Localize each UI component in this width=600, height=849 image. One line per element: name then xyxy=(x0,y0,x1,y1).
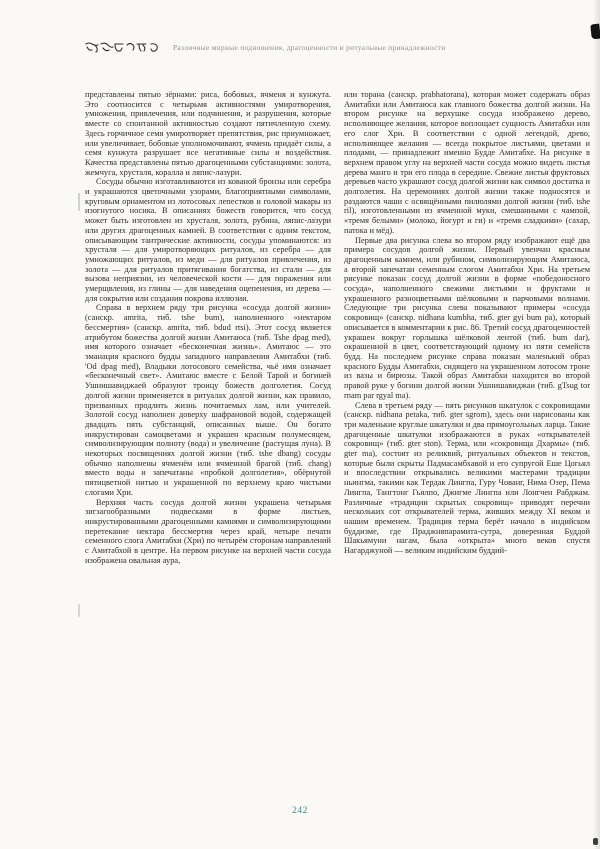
paragraph: Слева в третьем ряду — пять рисунков шкатулок с сокровищами (санскр. nidhana petaka, тиб. gter sgrom), здесь они нарисованы как три маленькие круглые шкатулки и два прямоугольных ларца. Такие драгоценные шкатулки изображаются в руках «открывателей сокровищ» (тиб. gter ston). Терма, или «сокровища Дхармы» (тиб. gter ma), состоят из реликвий, ритуальных объектов и текстов, которые были скрыты Падмасамбхавой и его супругой Еше Цогьял и впоследствии открывались великими мастерами традиции ньингма, такими как Тердак Лингпа, Гуру Чованг, Нима Озер, Пема Лингпа, Тангтонг Гьялпо, Джигме Лингпа или Лонгчен Рабджам. Различные «традиции скрытых сокровищ» приводят перечни нескольких сот открывателей терма, живших между XI веком и нашим временем. Традиция терма берёт начало в индийском буддизме, где Праджняпарамита-сутра, доверенная Буддой Шакьямуни нагам, была «открыта» много веков спустя Нагарджуной — великим индийским буддий- xyxy=(344,400,590,556)
right-column xyxy=(344,90,590,565)
scan-edge-shadow xyxy=(593,0,600,849)
scan-artifact-left-upper xyxy=(78,193,80,211)
paragraph: Сосуды обычно изготавливаются из кованой бронзы или серебра и украшаются цветочными узорами, благоприятными символами, круговым орнаментом из лотосовых лепестков и головой макары из изогнутого носика. В описаниях божеств говорится, что сосуд может быть изготовлен из хрусталя, золота, рубина, ляпис-лазури или других драгоценных камней. В соответствии с одним текстом, описывающим тантрические активности, сосуды упоминаются: из хрусталя — для умиротворяющих ритуалов, из серебра — для умножающих ритуалов, из меди — для ритуалов привлечения, из золота — для ритуалов притягивания богатства, из стали — для вызова неприязни, из человеческой кости — для поражения или умерщвления, из глины — для наведения оцепенения, из дерева — для сокрытия или создания покрова иллюзии. xyxy=(85,177,331,303)
paragraph: Верхняя часть сосуда долгой жизни украшена четырьмя зигзагообразными подвесками в форме листьев, инкрустированными драгоценными камнями и символизирующими перетекание нектара бессмертия через край, четыре печати семенного слога Амитабхи (Хри) по четырём сторонам направлений с Амитабхой в центре. На первом рисунке на верхней части сосуда изображена овальная аура, xyxy=(85,497,331,565)
text-columns xyxy=(85,90,590,565)
paragraph-continuation: или торана (санскр. prabhatorana), которая может содержать образ Амитабхи или Амитаюса как главного божества долгой жизни. На втором рисунке на верхушке сосуда изображено дерево, исполняющее желания, которое воплощает сущность Амитабхи или его слог Хри. В соответствии с одной легендой, древо, исполняющее желания — всегда покрытое листьями, цветами и плодами, — принадлежит именно Будде Амитабхе. На рисунке в верхнем правом углу на верхней части сосуда можно видеть листья дерева манго и три его плода в середине. Свежие листья фруктовых деревьев часто украшают сосуд долгой жизни как символ достатка и долголетия. На церемониях долгой жизни также подносятся и раздаются чаши с освящёнными пилюлями долгой жизни (тиб. tshe ril), изготовленными из ячменной муки, смешанными с чампой, «тремя белыми» (молоко, йогурт и ги) и «тремя сладкими» (сахар, патока и мёд). xyxy=(344,90,590,235)
page-header xyxy=(85,40,590,54)
scan-artifact-bottom-right xyxy=(593,838,598,845)
scan-artifact-top-right xyxy=(590,24,600,40)
paragraph-continuation: представлены пятью зёрнами: риса, бобовых, ячменя и кунжута. Это соотносится с четырьмя активностями умиротворения, умножения, привлечения, или подчинения, и разрушения, которые вместе со спонтанной активностью создают пятичленную схему. Здесь горчичное семя умиротворяет препятствия, рис приумножает, или увеличивает, бобовые уполномочивают, ячмень придаёт силы, а семя кунжута разрушает все негативные силы и воздействия. Качества представлены пятью драгоценными субстанциями: золота, жемчуга, хрусталя, коралла и ляпис-лазури. xyxy=(85,90,331,177)
running-title: Различные мирные подношения, драгоценности и ритуальные принадлежности xyxy=(173,42,446,52)
paragraph: Первые два рисунка слева во втором ряду изображают ещё два примера сосудов долгой жизни. Первый увенчан красным драгоценным камнем, или рубином, символизирующим Амитаюса, а второй запечатан семенным слогом Амитабхи Хри. На третьем рисунке показан сосуд долгой жизни в форме «победоносного сосуда», наполненного свежими листьями и фруктами и украшенного разноцветными шёлковыми и парчовыми волнами. Следующие три рисунка слева показывают примеры «сосуда сокровищ» (санскр. nidhana kumbha, тиб. gter gyi bum pa), который описывается в комментарии к рис. 86. Третий сосуд драгоценностей украшен вокруг горлышка шёлковой лентой (тиб. bum dar), окрашенной в цвет, соответствующий одному из пяти семейств будд. На последнем рисунке справа показан маленький образ красного Будды Амитабхи, сидящего на украшенном лотосом троне из вазы и бирюзы. Такой образ Амитабхи находится во второй правой руке у богини долгой жизни Ушнишавиджаи (тиб. gTsug tor rnam par rgyal ma). xyxy=(344,235,590,400)
page-number: 242 xyxy=(292,806,308,816)
paragraph: Справа в верхнем ряду три рисунка «сосуда долгой жизни» (санскр. amrita, тиб. tshe bum), наполненного «нектаром бессмертия» (санскр. amrita, тиб. bdud rtsi). Этот сосуд является атрибутом божества долгой жизни Амитаюса (тиб. Tshe dpag med), имя которого означает «бесконечная жизнь». Амитаюс — это эманация красного будды западного направления Амитабхи (тиб. 'Od dpag med), Владыки лотосового семейства, чьё имя означает «бесконечный свет». Амитаюс вместе с Белой Тарой и богиней Ушнишавиджаей образуют троицу божеств долголетия. Сосуд долгой жизни применяется в ритуалах долгой жизни, как правило, призванных продлить жизнь почитаемых лам, или учителей. Золотой сосуд наполнен доверху шафрановой водой, содержащей двадцать пять субстанций, описанных выше. Он богато инкрустирован самоцветами и украшен красным полумесяцем, символизирующим полноту (вода) и увеличение (растущая луна). В некоторых посвящениях долгой жизни (тиб. tshe dbang) сосуды обычно наполнены ячменём или ячменной брагой (тиб. chang) вместо воды и запечатаны «пробкой долголетия», обёрнутой пятицветной нитью и украшенной по верхнему краю чистыми слогами Хри. xyxy=(85,303,331,497)
left-column xyxy=(85,90,331,565)
scan-artifact-left-lower xyxy=(78,604,80,617)
tibetan-script-icon xyxy=(85,42,163,53)
